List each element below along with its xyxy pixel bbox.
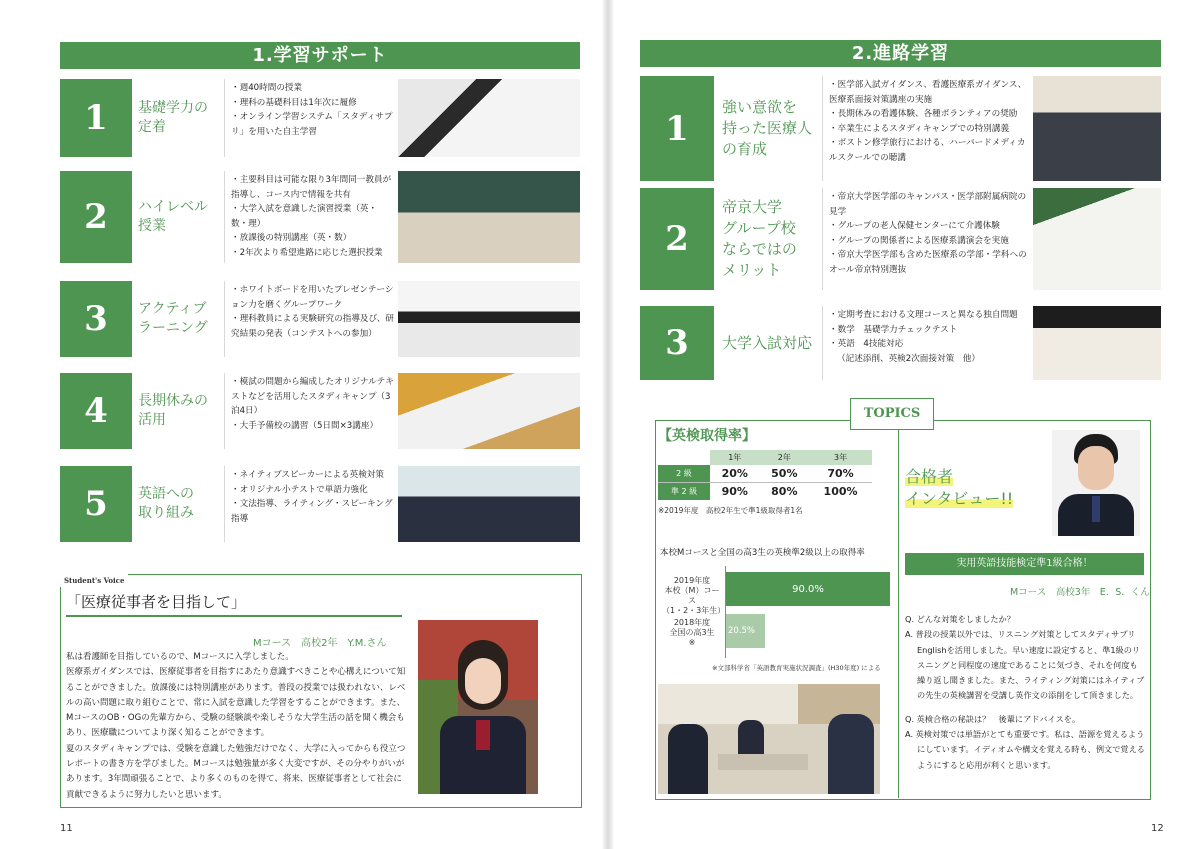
- row-description: [823, 306, 1033, 380]
- table-row-label: 準 2 級: [658, 483, 710, 501]
- row-bullet: ・ 帝京大学医学部も含めた医療系の学部・学科へのオール帝京特別選抜: [829, 248, 1029, 277]
- row-bullet: ・ 週40時間の授業: [231, 81, 394, 96]
- learning-support-row: [60, 281, 580, 357]
- learning-support-row: [60, 79, 580, 157]
- row-title: ハイレベル 授業: [132, 171, 225, 263]
- bar-note: ※文部科学省「英語教育実施状況調査」(H30年度) による: [712, 664, 881, 672]
- row-bullet: ・ ボストン修学旅行における、ハーバードメディカルスクールでの聴講: [829, 136, 1029, 165]
- bar-category-label: 2018年度 全国の高3生 ※: [669, 618, 715, 647]
- learning-support-photo: [398, 79, 580, 157]
- voice-student-name: Mコース 高校2年 Y.M.さん: [253, 638, 387, 649]
- learning-support-photo: [398, 281, 580, 357]
- row-bullet: ・ オリジナル小テストで単語力強化: [231, 483, 394, 498]
- interview-title: [905, 466, 1013, 510]
- page-number-right: 12: [1151, 823, 1164, 834]
- table-header: 1年: [710, 450, 760, 465]
- row-number: 3: [640, 306, 714, 380]
- qa-line: A. 普段の授業以外では、リスニング対策としてスタディサプリEnglishを活用しました。早い速度に設定すると、準1級のリスニングと同程度の速度であることに気づき、それを何度も繰り返し聞きました。また、ライティング対策にはネイティブの先生の英検講習を受講し英作文の添削をして頂きました。: [905, 629, 1145, 701]
- voice-tag: Student's Voice: [60, 574, 128, 587]
- section-title-gakushu: 1.学習サポート: [60, 42, 580, 69]
- bar-chart-title: 本校Mコースと全国の高3生の英検準2級以上の取得率: [660, 548, 865, 558]
- career-learning-photo: [1033, 188, 1161, 290]
- bar-category-label: 2019年度 本校（M）コース （1・2・3年生）: [662, 576, 726, 615]
- career-learning-row: [640, 306, 1161, 380]
- row-bullet: ・ 理科の基礎科目は1年次に履修: [231, 96, 394, 111]
- qa-spacer: [905, 704, 1145, 712]
- page-number-left: 11: [60, 823, 73, 834]
- row-description: [225, 281, 398, 357]
- row-bullet: ・ 文法指導、ライティング・スピーキング指導: [231, 497, 394, 526]
- section-title-shinro: 2.進路学習: [640, 40, 1161, 67]
- row-description: [823, 188, 1033, 290]
- table-note: ※2019年度 高校2年生で準1級取得者1名: [658, 506, 803, 515]
- row-bullet: ・ ホワイトボードを用いたプレゼンテーション力を磨くグループワーク: [231, 283, 394, 312]
- row-description: [225, 466, 398, 542]
- row-bullet: ・ 大学入試を意識した演習授業（英・数・理）: [231, 202, 394, 231]
- table-cell: 70%: [809, 465, 872, 483]
- row-number: 5: [60, 466, 132, 542]
- student-photo: [418, 620, 538, 794]
- bar-value-label: 20.5%: [728, 626, 756, 636]
- row-title: 帝京大学 グループ校 ならではの メリット: [714, 188, 823, 290]
- row-bullet: ・ オンライン学習システム「スタディサプリ」を用いた自主学習: [231, 110, 394, 139]
- voice-body: 私は看護師を目指しているので、Mコースに入学しました。 医療系ガイダンスでは、医療従事者を目指すにあたり意識すべきことや心構えについて知ることができました。放課後には特別講座があります。普段の授業では扱われない、レベルの高い問題に取り組むことで、常に入試を意識した学習をすることができます。また、MコースのOB・OGの先輩方から、受験の経験談や楽しそうな大学生活の話を聞く機会もあり、医療職についてより深く知ることができます。 夏のスタディキャンプでは、受験を意識した勉強だけでなく、大学に入ってからも役立つレポートの書き方を学びました。Mコースは勉強量が多く大変ですが、その分やりがいがあります。3年間頑張ることで、より多くのものを得て、将来、医療従事者として社会に貢献できるように努力したいと思います。: [66, 652, 406, 800]
- row-number: 3: [60, 281, 132, 357]
- row-title: 強い意欲を 持った医療人 の育成: [714, 76, 823, 181]
- interviewee-photo: [1052, 430, 1140, 536]
- row-bullet: ・ 帝京大学医学部のキャンパス・医学部附属病院の見学: [829, 190, 1029, 219]
- row-bullet: ・ 英語 4技能対応: [829, 337, 1029, 352]
- row-bullet: ・ 卒業生によるスタディキャンプでの特別講義: [829, 122, 1029, 137]
- table-row: [658, 483, 872, 501]
- row-number: 2: [60, 171, 132, 263]
- table-cell: 80%: [771, 485, 798, 498]
- interview-banner: 実用英語技能検定準1級合格！: [905, 553, 1144, 575]
- voice-underline: [66, 615, 402, 617]
- row-number: 2: [640, 188, 714, 290]
- topics-divider: [898, 420, 899, 798]
- eiken-rate-title: 【英検取得率】: [658, 428, 756, 444]
- row-description: [823, 76, 1033, 181]
- row-title: 基礎学力の 定着: [132, 79, 225, 157]
- career-learning-photo: [1033, 76, 1161, 181]
- row-number: 1: [640, 76, 714, 181]
- row-description: [225, 79, 398, 157]
- learning-support-photo: [398, 466, 580, 542]
- row-title: 長期休みの 活用: [132, 373, 225, 449]
- learning-support-row: [60, 373, 580, 449]
- topics-tab: TOPICS: [850, 398, 934, 430]
- row-bullet: ・ 2年次より希望進路に応じた選択授業: [231, 246, 394, 261]
- career-learning-photo: [1033, 306, 1161, 380]
- table-cell: 100%: [823, 485, 858, 498]
- voice-title: 「医療従事者を目指して」: [66, 593, 247, 611]
- row-title: 英語への 取り組み: [132, 466, 225, 542]
- row-bullet: ・ 主要科目は可能な限り3年間同一教員が指導し、コース内で情報を共有: [231, 173, 394, 202]
- table-header: 2年: [760, 450, 810, 465]
- qa-line: Q. どんな対策をしましたか？: [905, 614, 1015, 624]
- table-header: [658, 450, 710, 465]
- bar: [726, 572, 890, 606]
- row-number: 1: [60, 79, 132, 157]
- career-learning-row: [640, 188, 1161, 290]
- table-cell: 50%: [760, 465, 810, 483]
- bar: [726, 614, 765, 648]
- row-description: [225, 171, 398, 263]
- row-bullet: ・ 放課後の特別講座（英・数）: [231, 231, 394, 246]
- learning-support-row: [60, 171, 580, 263]
- bar-value-label: 90.0%: [792, 583, 824, 595]
- learning-support-photo: [398, 171, 580, 263]
- career-learning-row: [640, 76, 1161, 181]
- eiken-rate-table: [658, 450, 872, 500]
- qa-line: A. 英検対策では単語がとても重要です。私は、語源を覚えるようにしています。イディオムや構文を覚える時も、例文で覚えるようにすると応用が利くと思います。: [905, 729, 1145, 770]
- row-number: 4: [60, 373, 132, 449]
- table-row: [658, 465, 872, 483]
- learning-support-row: [60, 466, 580, 542]
- row-bullet: ・ 理科教員による実験研究の指導及び、研究結果の発表（コンテストへの参加）: [231, 312, 394, 341]
- row-description: [225, 373, 398, 449]
- row-bullet: ・ 数学 基礎学力チェックテスト: [829, 323, 1029, 338]
- row-bullet: ・ 模試の問題から編成したオリジナルテキストなどを活用したスタディキャンプ（3泊4日）: [231, 375, 394, 419]
- row-bullet: ・ 大手予備校の講習（5日間×3講座）: [231, 419, 394, 434]
- table-cell: 90%: [721, 485, 748, 498]
- qa-line: Q. 英検合格の秘訣は？ 後輩にアドバイスを。: [905, 713, 1081, 724]
- interview-title-text: 合格者 インタビュー!!: [905, 467, 1014, 508]
- table-header: 3年: [809, 450, 872, 465]
- row-extra-note: （記述添削、英検2次面接対策 他）: [837, 353, 980, 364]
- interview-qa: [905, 612, 1145, 773]
- classroom-photo: [658, 684, 880, 794]
- row-bullet: ・ グループの関係者による医療系講演会を実施: [829, 234, 1029, 249]
- row-title: 大学入試対応: [714, 306, 823, 380]
- row-bullet: ・ 医学部入試ガイダンス、看護医療系ガイダンス、医療系面接対策講座の実施: [829, 78, 1029, 107]
- row-bullet: ・ グループの老人保健センターにて介護体験: [829, 219, 1029, 234]
- page-fold: [603, 0, 613, 849]
- table-row-label: 2 級: [658, 465, 710, 483]
- row-bullet: ・ 長期休みの看護体験、各種ボランティアの奨励: [829, 107, 1029, 122]
- learning-support-photo: [398, 373, 580, 449]
- table-cell: 20%: [710, 465, 760, 483]
- row-bullet: ・ ネイティブスピーカーによる英検対策: [231, 468, 394, 483]
- interviewee-name: Mコース 高校3年 E．S．くん: [1010, 587, 1150, 598]
- row-bullet: ・ 定期考査における文理コースと異なる独自問題: [829, 308, 1029, 323]
- row-title: アクティブ ラーニング: [132, 281, 225, 357]
